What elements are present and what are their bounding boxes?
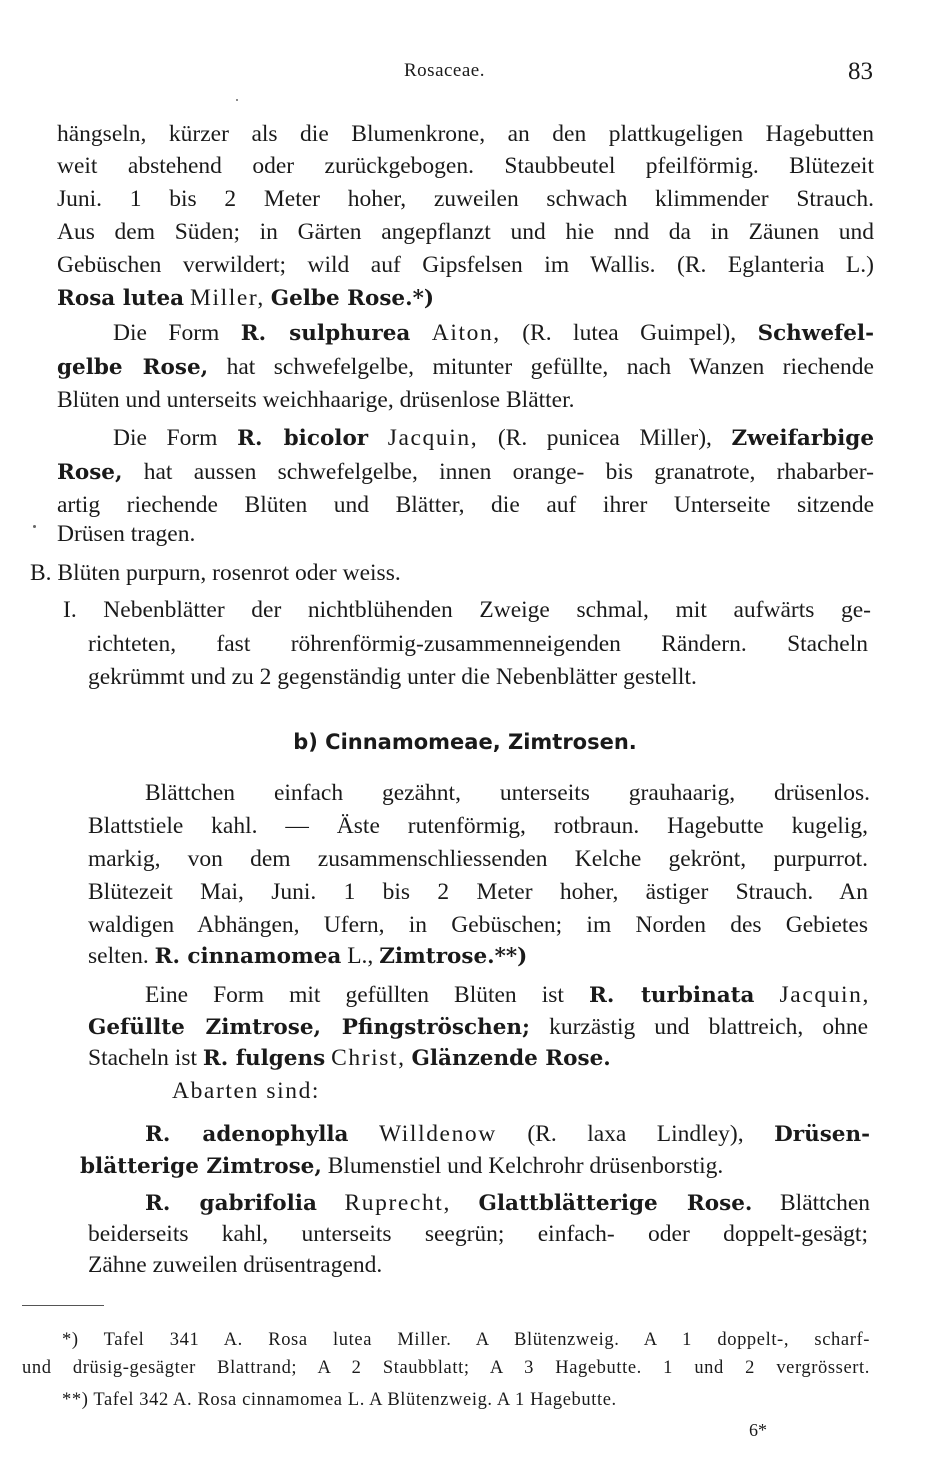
author-name: Jacquin, [779,982,871,1008]
common-name: Zimtrose.**) [379,944,528,969]
text-line: waldigen Abhängen, Ufern, in Gebüschen; im Norden des Gebietes [88,912,868,938]
text-span: Die Form [113,320,220,346]
text-line: Blüten und unterseits weichhaarige, drüsenlose Blätter. [57,387,575,413]
text-line: Blättchen einfach gezähnt, unterseits grauhaarig, drüsenlos. [145,780,870,806]
text-line [145,1119,870,1150]
author-name: Christ, [331,1045,406,1071]
key-line-b: B. Blüten purpurn, rosenrot oder weiss. [30,560,401,586]
text-line: beiderseits kahl, unterseits seegrün; einfach- oder doppelt-gesägt; [88,1221,868,1247]
text-line: Blütezeit Mai, Juni. 1 bis 2 Meter hoher, ästiger Strauch. An [88,879,868,905]
text-span: kurzästig und blattreich, ohne [549,1014,869,1040]
running-title: Rosaceae. [404,60,485,81]
specks [236,99,238,101]
species-name: R. turbinata [588,983,755,1008]
text-span: Stacheln ist [88,1045,197,1071]
species-line [88,941,527,972]
author-name: Jacquin, [387,425,479,451]
common-name: Gefüllte Zimtrose, Pfingströschen; [88,1015,530,1040]
text-span: selten. [88,943,149,969]
text-line: Blattstiele kahl. — Äste rutenförmig, rotbraun. Hagebutte kugelig, [88,813,868,839]
text-span: (R. lutea Guimpel), [522,320,737,346]
common-name: Glänzende Rose. [411,1046,611,1071]
signature-mark: 6* [749,1420,767,1440]
text-span: Blättchen [779,1190,871,1216]
footnote: und drüsig-gesägter Blattrand; A 2 Staubblatt; A 3 Hagebutte. 1 und 2 vergrössert. [22,1358,870,1378]
section-heading: b) Cinnamomeae, Zimtrosen. [293,730,637,754]
text-line [88,1012,868,1043]
text-line [113,423,874,454]
text-line: richteten, fast röhrenförmig-zusammenneigenden Rändern. Stacheln [88,631,868,657]
common-name: Glattblätterige Rose. [478,1191,753,1216]
text-line: Juni. 1 bis 2 Meter hoher, zuweilen schwach klimmender Strauch. [57,186,874,212]
author-name: Aiton, [431,320,501,346]
specks [33,525,36,528]
species-name: R. bicolor [237,426,369,451]
text-line: markig, von dem zusammenschliessenden Kelche gekrönt, purpurrot. [88,846,868,872]
page-number: 83 [848,58,873,85]
text-line: Drüsen tragen. [57,521,196,547]
common-name: gelbe Rose, [57,355,209,380]
page-header [0,58,930,90]
text-line: Aus dem Süden; in Gärten angepflanzt und hie nnd da in Zäunen und [57,219,874,245]
text-span: Blumenstiel und Kelchrohr drüsenborstig. [327,1153,724,1179]
author-name: Willdenow [378,1121,497,1147]
text-line: hängseln, kürzer als die Blumenkrone, an den plattkugeligen Hagebutten [57,121,874,147]
species-name: R. gabrifolia [145,1191,317,1216]
species-line [57,283,434,314]
text-span: (R. laxa Lindley), [527,1121,744,1147]
species-name: R. adenophylla [145,1122,349,1147]
common-name: Zweifarbige [731,426,875,451]
text-line [88,1043,611,1074]
text-line [145,1188,870,1219]
footnote-rule [22,1305,104,1306]
author-name: Miller, [189,285,265,311]
species-name: R. cinnamomea [154,944,342,969]
common-name: blätterige Zimtrose, [80,1154,322,1179]
text-line: gekrümmt und zu 2 gegenständig unter die Nebenblätter gestellt. [88,664,697,690]
text-line [113,318,874,349]
species-name: Rosa lutea [57,286,185,311]
common-name: Schwefel- [757,321,875,346]
text-line: Gebüschen verwildert; wild auf Gipsfelsen im Wallis. (R. Eglanteria L.) [57,252,874,278]
text-span: Die Form [113,425,218,451]
species-name: R. fulgens [202,1046,326,1071]
text-span: Eine Form mit gefüllten Blüten ist [145,982,564,1008]
common-name: Rose, [57,460,123,485]
author-name: L., [347,943,374,969]
text-span: hat aussen schwefelgelbe, innen orange- bis granatrote, rhabarber- [143,459,874,485]
text-line: Zähne zuweilen drüsentragend. [88,1252,383,1278]
text-line [57,457,874,488]
author-name: Ruprecht, [344,1190,451,1216]
text-line: artig riechende Blüten und Blätter, die auf ihrer Unterseite sitzende [57,492,874,518]
species-name: R. sulphurea [240,321,411,346]
footnote: **) Tafel 342 A. Rosa cinnamomea L. A Blütenzweig. A 1 Hagebutte. [62,1390,617,1410]
text-span: (R. punicea Miller), [497,425,712,451]
text-line [80,1151,723,1182]
text-span: hat schwefelgelbe, mitunter gefüllte, nach Wanzen riechende [226,354,874,380]
footnote: *) Tafel 341 A. Rosa lutea Miller. A Blütenzweig. A 1 doppelt-, scharf- [62,1330,870,1350]
text-line: Abarten sind: [172,1078,321,1104]
key-line-i: I. Nebenblätter der nichtblühenden Zweige schmal, mit aufwärts ge- [63,597,871,623]
text-line [57,352,874,383]
common-name: Drüsen- [774,1122,871,1147]
text-line: weit abstehend oder zurückgebogen. Staubbeutel pfeilförmig. Blütezeit [57,153,874,179]
common-name: Gelbe Rose.*) [270,286,435,311]
text-line [145,980,870,1011]
